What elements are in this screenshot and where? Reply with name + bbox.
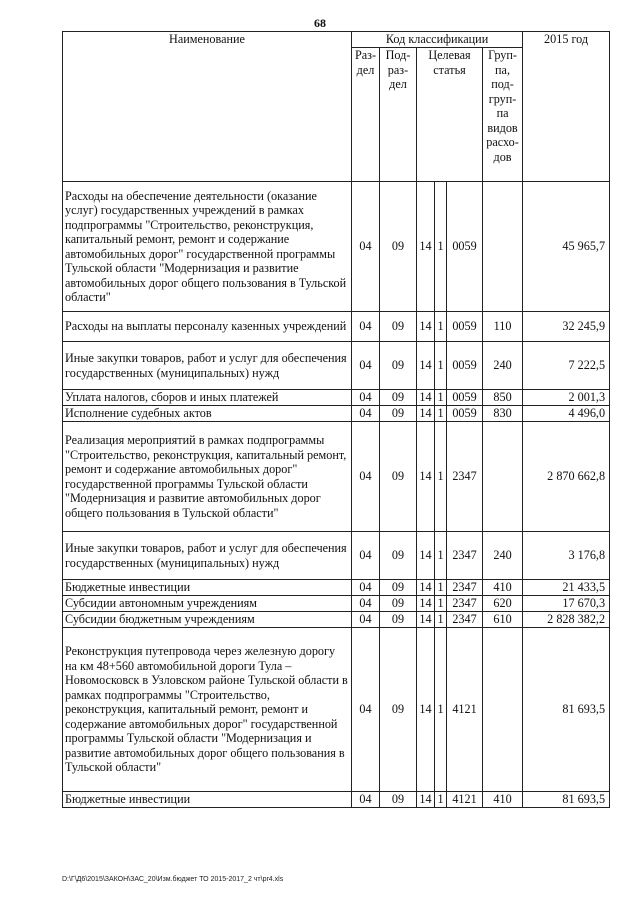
row-target-subprogram: 1 [435, 182, 447, 312]
row-target-program: 14 [417, 406, 435, 422]
table-row [63, 596, 610, 612]
row-target-subprogram: 1 [435, 312, 447, 342]
header-name: Наименование [63, 32, 352, 182]
table-body [63, 182, 610, 808]
table-row [63, 628, 610, 792]
row-target-code: 2347 [447, 596, 483, 612]
row-amount: 81 693,5 [523, 792, 610, 808]
row-target-program: 14 [417, 390, 435, 406]
header-target-article: Целевая статья [417, 48, 483, 182]
row-name: Бюджетные инвестиции [63, 792, 352, 808]
row-name: Исполнение судебных актов [63, 406, 352, 422]
row-subsection: 09 [380, 596, 417, 612]
row-target-code: 0059 [447, 312, 483, 342]
table-row [63, 532, 610, 580]
row-expense-group: 850 [483, 390, 523, 406]
row-section: 04 [352, 422, 380, 532]
row-subsection: 09 [380, 182, 417, 312]
row-name: Расходы на обеспечение деятельности (оказание услуг) государственных учреждений в рамках подпрограммы "Строительство, реконструкция, капитальный ремонт, ремонт и содержание автомобильных дорог" государственной программы Тульской области "Модернизация и развитие автомобильных дорог общего пользования в Тульской области" [63, 182, 352, 312]
row-expense-group [483, 422, 523, 532]
row-section: 04 [352, 342, 380, 390]
row-subsection: 09 [380, 628, 417, 792]
budget-table [62, 31, 610, 808]
row-expense-group [483, 628, 523, 792]
row-target-subprogram: 1 [435, 792, 447, 808]
row-name: Бюджетные инвестиции [63, 580, 352, 596]
row-name: Субсидии бюджетным учреждениям [63, 612, 352, 628]
header-code-group: Код классификации [352, 32, 523, 48]
row-target-program: 14 [417, 182, 435, 312]
row-target-subprogram: 1 [435, 532, 447, 580]
row-expense-group: 410 [483, 792, 523, 808]
table-row [63, 580, 610, 596]
row-target-subprogram: 1 [435, 390, 447, 406]
header-expense-group: Груп- па, под- груп- па видов расхо- дов [483, 48, 523, 182]
header-subsection: Под- раз- дел [380, 48, 417, 182]
row-target-subprogram: 1 [435, 596, 447, 612]
row-expense-group [483, 182, 523, 312]
row-amount: 21 433,5 [523, 580, 610, 596]
page-number: 68 [314, 16, 326, 30]
row-amount: 7 222,5 [523, 342, 610, 390]
row-subsection: 09 [380, 532, 417, 580]
row-name: Субсидии автономным учреждениям [63, 596, 352, 612]
row-amount: 32 245,9 [523, 312, 610, 342]
table-header [63, 32, 610, 182]
row-section: 04 [352, 182, 380, 312]
row-target-code: 2347 [447, 580, 483, 596]
row-subsection: 09 [380, 792, 417, 808]
row-amount: 17 670,3 [523, 596, 610, 612]
row-target-code: 2347 [447, 612, 483, 628]
header-year: 2015 год [523, 32, 610, 182]
row-expense-group: 240 [483, 532, 523, 580]
row-target-code: 4121 [447, 792, 483, 808]
row-expense-group: 110 [483, 312, 523, 342]
row-target-code: 2347 [447, 532, 483, 580]
row-subsection: 09 [380, 406, 417, 422]
row-subsection: 09 [380, 422, 417, 532]
row-amount: 2 828 382,2 [523, 612, 610, 628]
row-expense-group: 610 [483, 612, 523, 628]
row-target-code: 0059 [447, 182, 483, 312]
row-section: 04 [352, 612, 380, 628]
row-target-program: 14 [417, 612, 435, 628]
row-section: 04 [352, 580, 380, 596]
row-amount: 2 001,3 [523, 390, 610, 406]
row-expense-group: 620 [483, 596, 523, 612]
table-row [63, 612, 610, 628]
table-row [63, 422, 610, 532]
row-subsection: 09 [380, 580, 417, 596]
row-target-program: 14 [417, 628, 435, 792]
row-amount: 2 870 662,8 [523, 422, 610, 532]
row-amount: 4 496,0 [523, 406, 610, 422]
row-section: 04 [352, 792, 380, 808]
row-name: Расходы на выплаты персоналу казенных учреждений [63, 312, 352, 342]
row-target-code: 0059 [447, 406, 483, 422]
row-expense-group: 240 [483, 342, 523, 390]
row-name: Уплата налогов, сборов и иных платежей [63, 390, 352, 406]
row-amount: 45 965,7 [523, 182, 610, 312]
table-row [63, 390, 610, 406]
row-subsection: 09 [380, 312, 417, 342]
row-target-program: 14 [417, 422, 435, 532]
row-section: 04 [352, 312, 380, 342]
row-subsection: 09 [380, 612, 417, 628]
row-section: 04 [352, 596, 380, 612]
file-path-footer: D:\Г\Д6\2015\ЗАКОН\ЗАС_20\Изм.бюджет ТО 2015-2017_2 чт\pr4.xls [62, 876, 284, 883]
row-expense-group: 410 [483, 580, 523, 596]
row-section: 04 [352, 628, 380, 792]
table-row [63, 312, 610, 342]
row-target-subprogram: 1 [435, 612, 447, 628]
header-section: Раз- дел [352, 48, 380, 182]
row-target-code: 0059 [447, 390, 483, 406]
row-name: Иные закупки товаров, работ и услуг для обеспечения государственных (муниципальных) нужд [63, 532, 352, 580]
row-section: 04 [352, 532, 380, 580]
row-target-code: 2347 [447, 422, 483, 532]
row-target-subprogram: 1 [435, 422, 447, 532]
table-row [63, 342, 610, 390]
row-target-program: 14 [417, 312, 435, 342]
row-target-subprogram: 1 [435, 628, 447, 792]
row-target-program: 14 [417, 580, 435, 596]
row-name: Реконструкция путепровода через железную дорогу на км 48+560 автомобильной дороги Тула – Новомосковск в Узловском районе Тульской области в рамках подпрограммы "Строительство, реконструкция, капитальный ремонт, ремонт и содержание автомобильных дорог" государственной программы Тульской области "Модернизация и развитие автомобильных дорог общего пользования в Тульской области" [63, 628, 352, 792]
row-name: Реализация мероприятий в рамках подпрограммы "Строительство, реконструкция, капитальный ремонт, ремонт и содержание автомобильных дорог" государственной программы Тульской области "Модернизация и развитие автомобильных дорог общего пользования в Тульской области" [63, 422, 352, 532]
row-section: 04 [352, 406, 380, 422]
row-amount: 81 693,5 [523, 628, 610, 792]
row-target-program: 14 [417, 596, 435, 612]
row-target-subprogram: 1 [435, 406, 447, 422]
row-name: Иные закупки товаров, работ и услуг для обеспечения государственных (муниципальных) нужд [63, 342, 352, 390]
row-target-subprogram: 1 [435, 580, 447, 596]
row-target-program: 14 [417, 342, 435, 390]
row-target-code: 0059 [447, 342, 483, 390]
row-target-subprogram: 1 [435, 342, 447, 390]
table-row [63, 182, 610, 312]
row-section: 04 [352, 390, 380, 406]
row-amount: 3 176,8 [523, 532, 610, 580]
table-row [63, 792, 610, 808]
row-subsection: 09 [380, 342, 417, 390]
row-target-code: 4121 [447, 628, 483, 792]
row-subsection: 09 [380, 390, 417, 406]
table-row [63, 406, 610, 422]
row-target-program: 14 [417, 532, 435, 580]
row-target-program: 14 [417, 792, 435, 808]
row-expense-group: 830 [483, 406, 523, 422]
